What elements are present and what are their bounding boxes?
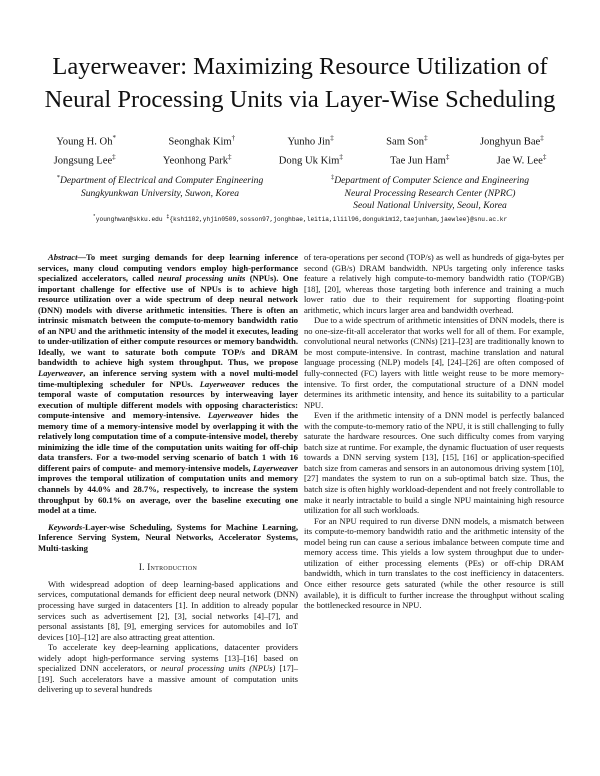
left-column xyxy=(38,252,298,695)
intro-paragraph-1: With widespread adoption of deep learning-based applications and services, computational demands for efficient deep neural network (DNN) processing have surged in datacenters [1]. In addition to already popular services such as advertisement [2], [3], social networks [4]–[7], and personal assistants [8], [9], emerging services for automobiles and IoT devices [10]–[12] are also attracting great attention. xyxy=(38,578,298,642)
title-line-2: Neural Processing Units via Layer-Wise Scheduling xyxy=(44,86,556,113)
keywords: Keywords-Layer-wise Scheduling, Systems for Machine Learning, Inference Serving System, Neural Networks, Accelerator Systems, Multi-tasking xyxy=(38,521,298,553)
right-column xyxy=(304,252,564,611)
author: Dong Uk Kim‡ xyxy=(278,153,343,167)
right-paragraph-1: of tera-operations per second (TOP/s) as well as hundreds of giga-bytes per second (GB/s) DRAM bandwidth. NPUs targeting only inference tasks feature a relatively high compute-to-memory bandwidth ratio (TOP/GB) [18], [20], whereas those targeting both inference and training a much lower ratio due to their requirement for supporting floating-point arithmetic, which incurs larger area and bandwidth overhead. xyxy=(304,252,564,315)
title-line-1: Layerweaver: Maximizing Resource Utilization of xyxy=(52,53,548,80)
right-paragraph-3: Even if the arithmetic intensity of a DNN model is perfectly balanced with the compute-to-memory ratio of the NPU, it is still challenging to fully saturate the hardware resources. One such difficulty comes from varying batch size at runtime. For example, the dynamic fluctuation of user requests towards a DNN serving system [13], [15], [16] or application-specified batch size from cameras and sensors in an autonomous driving system [10], [27] mandates the system to run on a sub-optimal batch size. Thus, the batch size is often highly workload-dependent and not freely controllable to make it nearly intractable to build a single NPU maintaining high resource utilization for all such workloads. xyxy=(304,410,564,516)
author: Jongsung Lee‡ xyxy=(53,153,116,167)
paper-title xyxy=(20,50,580,116)
author-emails: *younghwan@skku.edu ‡{ksh1102,yhjin0509,sosson97,jonghbae,leitia,iliil96,dongukim12,taejunham,jaewlee}@snu.ac.kr xyxy=(92,214,508,224)
author: Yeonhong Park‡ xyxy=(162,153,232,167)
author: Seonghak Kim† xyxy=(168,134,236,148)
author: Jonghyun Bae‡ xyxy=(479,134,544,148)
author: Yunho Jin‡ xyxy=(287,134,334,148)
author: Sam Son‡ xyxy=(386,134,428,148)
affiliation-right: ‡Department of Computer Science and Engineering Neural Processing Research Center (NPRC) Seoul National University, Seoul, Korea xyxy=(330,174,529,212)
author: Tae Jun Ham‡ xyxy=(390,153,450,167)
affiliation-left: *Department of Electrical and Computer Engineering Sungkyunkwan University, Suwon, Korea xyxy=(56,174,264,199)
intro-paragraph-2: To accelerate key deep-learning applications, datacenter providers widely adopt high-performance serving systems [13]–[16] based on specialized DNN accelerators, or neural processing units (NPUs) [17]–[19]. Such accelerators have a massive amount of computation units delivering up to several hundreds xyxy=(38,642,298,695)
right-paragraph-4: For an NPU required to run diverse DNN models, a mismatch between its compute-to-memory bandwidth ratio and the arithmetic intensity of the model being run can cause a serious imbalance between compute time and memory access time. This yields a low system throughput due to under-utilization of either processing elements (PEs) or off-chip DRAM bandwidth, which in turn translates to the cost inefficiency in datacenters. Once either resource gets saturated (while the other resource is still available), it is difficult to further increase the throughput without scaling the bottlenecked resource in NPU. xyxy=(304,515,564,611)
authors-row-2 xyxy=(30,153,570,167)
authors-row-1 xyxy=(30,134,570,148)
right-paragraph-2: Due to a wide spectrum of arithmetic intensities of DNN models, there is no one-size-fit-all accelerator that works well for all of them. For example, convolutional neural networks (CNNs) [21]–[23] are traditionally known to be most compute-intensive. In contrast, machine translation and natural language processing (NLP) models [4], [24]–[26] are often composed of fully-connected (FC) layers with little weight reuse to be more memory-intensive. To first order, the computational structure of a DNN model determines its arithmetic intensity, and hence its suitability to a particular NPU. xyxy=(304,315,564,410)
author: Jae W. Lee‡ xyxy=(496,153,547,167)
abstract: Abstract—To meet surging demands for deep learning inference services, many cloud computing vendors employ high-performance specialized accelerators, called neural processing units (NPUs). One important challenge for effective use of NPUs is to achieve high resource utilization over a wide spectrum of deep neural network (DNN) models with diverse arithmetic intensities. There is often an intrinsic mismatch between the compute-to-memory bandwidth ratio of an NPU and the arithmetic intensity of the model it executes, leading to under-utilization of either compute resources or memory bandwidth. Ideally, we want to saturate both compute TOP/s and DRAM bandwidth to achieve high system throughput. Thus, we propose Layerweaver, an inference serving system with a novel multi-model time-multiplexing scheduler for NPUs. Layerweaver reduces the temporal waste of computation resources by interweaving layer execution of multiple different models with opposing characteristics: compute-intensive and memory-intensive. Layerweaver hides the memory time of a memory-intensive model by overlapping it with the relatively long computation time of a compute-intensive model, thereby minimizing the idle time of the computation units waiting for off-chip data transfers. For a two-model serving scenario of batch 1 with 16 different pairs of compute- and memory-intensive models, Layerweaver improves the temporal utilization of computation units and memory channels by 44.0% and 28.7%, respectively, to increase the system throughput by 60.1% on average, over the baseline executing one model at a time. xyxy=(38,252,298,516)
section-heading-introduction: I. Introduction xyxy=(138,562,198,573)
author: Young H. Oh* xyxy=(56,134,117,148)
